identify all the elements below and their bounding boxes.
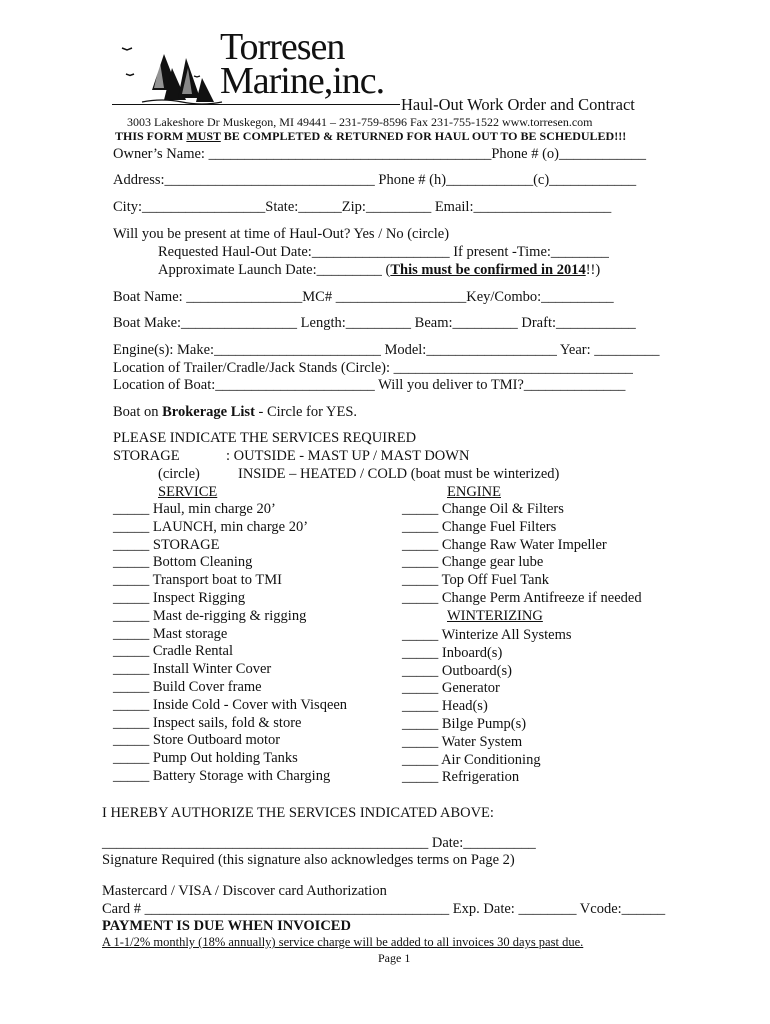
winterizing-checklist-item[interactable]: _____ Winterize All Systems [402, 627, 572, 643]
winterizing-checklist-item[interactable]: _____ Generator [402, 680, 500, 697]
service-charge-notice: A 1-1/2% monthly (18% annually) service charge will be added to all invoices 30 days past due. [102, 935, 584, 949]
winterizing-checklist-item[interactable]: _____ Refrigeration [402, 769, 520, 786]
storage-options-outside[interactable]: : OUTSIDE - MAST UP / MAST DOWN [226, 448, 470, 464]
service-checklist-item[interactable]: _____ Pump Out holding Tanks [113, 750, 298, 767]
logo-line-1: Torresen [220, 26, 345, 68]
service-checklist-item[interactable]: _____ Battery Storage with Charging [113, 767, 331, 784]
service-checklist-item[interactable]: _____ Store Outboard motor [113, 732, 281, 749]
card-authorization-title: Mastercard / VISA / Discover card Authorization [102, 883, 387, 899]
form-title: Haul-Out Work Order and Contract [401, 95, 635, 114]
service-checklist-item[interactable]: _____ STORAGE [113, 536, 220, 553]
storage-options-inside[interactable]: INSIDE – HEATED / COLD (boat must be winterized) [238, 466, 560, 482]
engine-list [402, 501, 642, 608]
service-checklist-item[interactable]: _____ Cradle Rental [113, 643, 234, 660]
haul-out-date-field[interactable]: Requested Haul-Out Date:___________________ If present -Time:________ [158, 244, 609, 260]
winterizing-checklist-item[interactable]: _____ Inboard(s) [402, 644, 503, 661]
engine-checklist-item[interactable]: _____ Change Raw Water Impeller [402, 536, 607, 553]
engine-checklist-item[interactable]: _____ Change Fuel Filters [402, 518, 557, 535]
boat-location-field[interactable]: Location of Boat:______________________ Will you deliver to TMI?______________ [113, 377, 626, 393]
brokerage-field[interactable]: Boat on Brokerage List - Circle for YES. [113, 404, 358, 420]
logo-line-2: Marine,inc. [220, 60, 385, 102]
launch-confirm-note: This must be confirmed in 2014 [390, 262, 586, 278]
notice-must: MUST [186, 129, 221, 143]
payment-notice: PAYMENT IS DUE WHEN INVOICED [102, 918, 351, 934]
service-checklist-item[interactable]: _____ Install Winter Cover [113, 661, 272, 678]
service-checklist-item[interactable]: _____ Mast storage [113, 625, 228, 642]
trailer-location-field[interactable]: Location of Trailer/Cradle/Jack Stands (Circle): _________________________________ [113, 360, 633, 376]
address-field[interactable]: Address:_____________________________ Phone # (h)____________(c)____________ [113, 172, 637, 188]
services-heading: PLEASE INDICATE THE SERVICES REQUIRED [113, 430, 417, 446]
circle-label: (circle) [158, 466, 200, 482]
storage-label: STORAGE [113, 448, 180, 464]
present-question[interactable]: Will you be present at time of Haul-Out? Yes / No (circle) [113, 226, 450, 242]
engine-checklist-item[interactable]: _____ Change gear lube [402, 554, 544, 571]
service-checklist-item[interactable]: _____ LAUNCH, min charge 20’ [113, 518, 309, 535]
service-list [113, 501, 347, 786]
winterizing-list [402, 627, 572, 787]
owner-name-field[interactable]: Owner’s Name: _______________________________________Phone # (o)____________ [113, 146, 646, 162]
page-number: Page 1 [378, 951, 411, 965]
winterizing-checklist-item[interactable]: _____ Bilge Pump(s) [402, 715, 527, 732]
form-notice: THIS FORM MUST BE COMPLETED & RETURNED FOR HAUL OUT TO BE SCHEDULED!!! [115, 129, 627, 143]
winterizing-checklist-item[interactable]: _____ Outboard(s) [402, 662, 512, 679]
service-checklist-item[interactable]: _____ Inside Cold - Cover with Visqeen [113, 696, 348, 713]
winterizing-checklist-item[interactable]: _____ Water System [402, 733, 523, 750]
service-checklist-item[interactable]: _____ Inspect sails, fold & store [113, 714, 302, 731]
service-checklist-item[interactable]: _____ Build Cover frame [113, 678, 262, 695]
service-checklist-item[interactable]: _____ Mast de-rigging & rigging [113, 607, 307, 624]
engine-checklist-item[interactable]: _____ Change Oil & Filters [402, 501, 564, 517]
service-column-heading: SERVICE [158, 484, 218, 500]
city-state-zip-field[interactable]: City:_________________State:______Zip:_________ Email:___________________ [113, 199, 612, 215]
card-number-field[interactable]: Card # __________________________________________ Exp. Date: ________ Vcode:______ [102, 901, 666, 917]
signature-note: Signature Required (this signature also acknowledges terms on Page 2) [102, 852, 515, 868]
service-checklist-item[interactable]: _____ Bottom Cleaning [113, 554, 253, 571]
winterizing-heading: WINTERIZING [447, 608, 543, 624]
service-checklist-item[interactable]: _____ Transport boat to TMI [113, 572, 282, 589]
winterizing-checklist-item[interactable]: _____ Head(s) [402, 698, 488, 715]
engine-column-heading: ENGINE [447, 484, 501, 500]
engine-checklist-item[interactable]: _____ Top Off Fuel Tank [402, 572, 549, 589]
logo-divider [112, 104, 400, 105]
signature-date-line[interactable]: _____________________________________________ Date:__________ [102, 835, 536, 851]
launch-date-field[interactable]: Approximate Launch Date:_________ (This must be confirmed in 2014!!) [158, 262, 601, 278]
service-checklist-item[interactable]: _____ Haul, min charge 20’ [113, 501, 276, 517]
service-checklist-item[interactable]: _____ Inspect Rigging [113, 589, 246, 606]
authorization-statement: I HEREBY AUTHORIZE THE SERVICES INDICATED ABOVE: [102, 805, 494, 821]
boat-name-field[interactable]: Boat Name: ________________MC# __________________Key/Combo:__________ [113, 289, 614, 305]
engine-checklist-item[interactable]: _____ Change Perm Antifreeze if needed [402, 589, 642, 606]
engine-field[interactable]: Engine(s): Make:_______________________ Model:__________________ Year: _________ [113, 342, 660, 358]
company-address: 3003 Lakeshore Dr Muskegon, MI 49441 – 231-759-8596 Fax 231-755-1522 www.torresen.com [127, 115, 593, 129]
winterizing-checklist-item[interactable]: _____ Air Conditioning [402, 751, 541, 768]
boat-make-field[interactable]: Boat Make:________________ Length:_________ Beam:_________ Draft:___________ [113, 315, 636, 331]
company-logo [112, 28, 412, 113]
